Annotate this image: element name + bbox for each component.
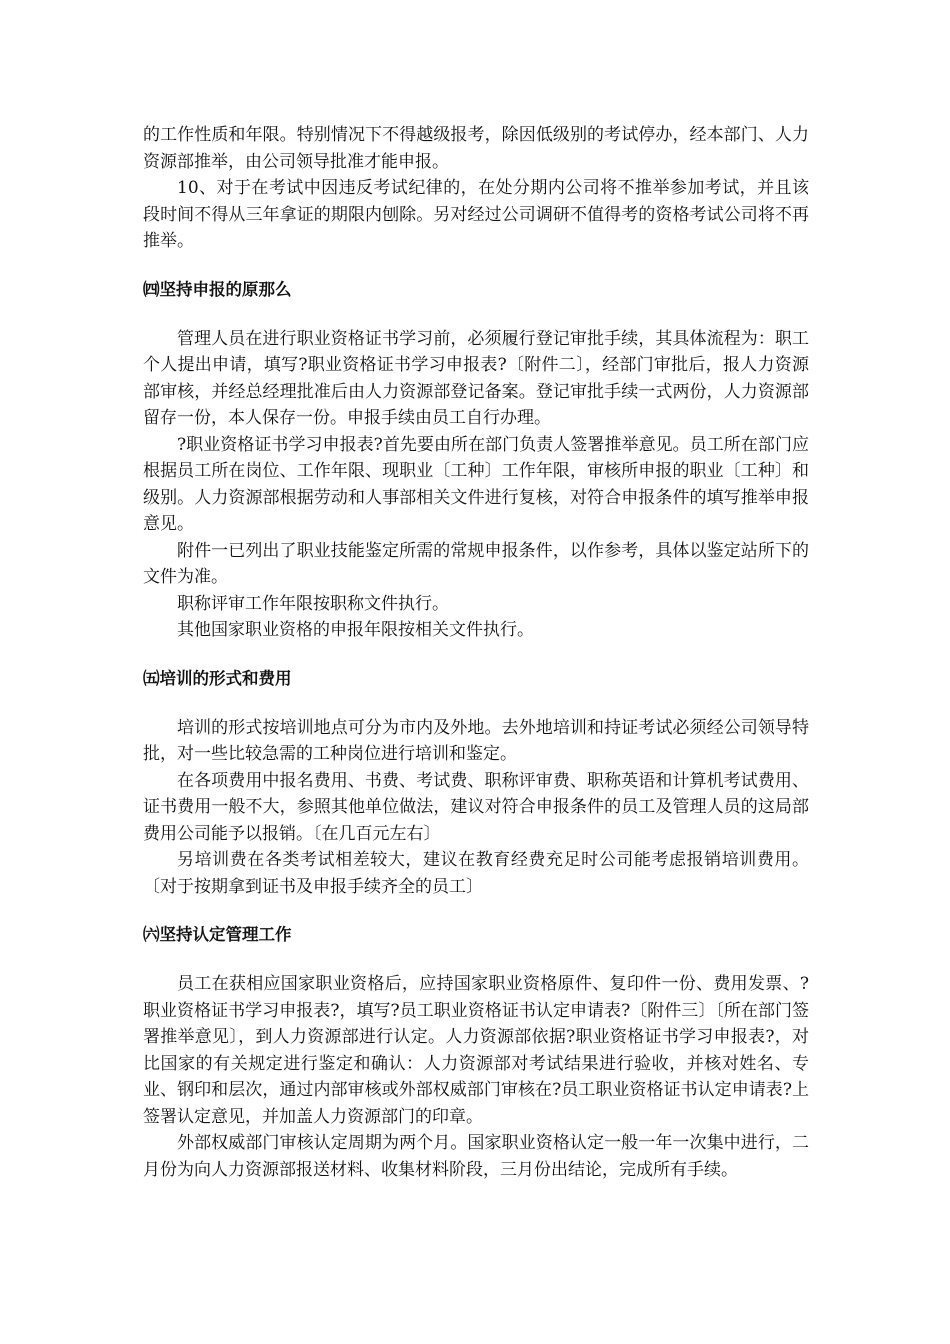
paragraph: 另培训费在各类考试相差较大，建议在教育经费充足时公司能考虑报销培训费用。〔对于按期拿到证书及申报手续齐全的员工〕 xyxy=(143,850,809,897)
paragraph: 职称评审工作年限按职称文件执行。 xyxy=(177,593,449,614)
paragraph: ?职业资格证书学习申报表?首先要由所在部门负责人签署推举意见。员工所在部门应根据员工所在岗位、工作年限、现职业〔工种〕工作年限，审核所申报的职业〔工种〕和级别。人力资源部根据劳动和人事部相关文件进行复核，对符合申报条件的填写推举申报意见。 xyxy=(143,434,809,534)
paragraph: 在各项费用中报名费用、书费、考试费、职称评审费、职称英语和计算机考试费用、证书费用一般不大，参照其他单位做法，建议对符合申报条件的员工及管理人员的这局部费用公司能予以报销。〔在几百元左右〕 xyxy=(143,770,809,844)
section-heading: ㈤培训的形式和费用 xyxy=(143,668,292,688)
paragraph: 10、对于在考试中因违反考试纪律的，在处分期内公司将不推举参加考试，并且该段时间不得从三年拿证的期限内刨除。另对经过公司调研不值得考的资格考试公司将不再推举。 xyxy=(143,178,809,251)
paragraph: 附件一已列出了职业技能鉴定所需的常规申报条件，以作参考，具体以鉴定站所下的文件为准。 xyxy=(143,540,809,587)
section-heading: ㈣坚持申报的原那么 xyxy=(143,279,292,299)
paragraph: 其他国家职业资格的申报年限按相关文件执行。 xyxy=(177,620,534,640)
document-page xyxy=(143,122,809,1183)
section-heading: ㈥坚持认定管理工作 xyxy=(143,925,292,944)
paragraph: 员工在获相应国家职业资格后，应持国家职业资格原件、复印件一份、费用发票、?职业资格证书学习申报表?，填写?员工职业资格证书认定申请表?〔附件三〕〔所在部门签署推举意见〕，到人力资源部进行认定。人力资源部依据?职业资格证书学习申报表?，对比国家的有关规定进行鉴定和确认：人力资源部对考试结果进行验收，并核对姓名、专业、钢印和层次，通过内部审核或外部权威部门审核在?员工职业资格证书认定申请表?上签署认定意见，并加盖人力资源部门的印章。 xyxy=(143,974,809,1127)
paragraph: 的工作性质和年限。特别情况下不得越级报考，除因低级别的考试停办，经本部门、人力资源部推举，由公司领导批准才能申报。 xyxy=(143,125,809,172)
paragraph: 管理人员在进行职业资格证书学习前，必须履行登记审批手续，其具体流程为：职工个人提出申请，填写?职业资格证书学习申报表?〔附件二〕，经部门审批后，报人力资源部审核，并经总经理批准后由人力资源部登记备案。登记审批手续一式两份，人力资源部留存一份，本人保存一份。申报手续由员工自行办理。 xyxy=(143,328,809,428)
paragraph: 培训的形式按培训地点可分为市内及外地。去外地培训和持证考试必须经公司领导特批，对一些比较急需的工种岗位进行培训和鉴定。 xyxy=(143,717,809,764)
paragraph: 外部权威部门审核认定周期为两个月。国家职业资格认定一般一年一次集中进行，二月份为向人力资源部报送材料、收集材料阶段，三月份出结论，完成所有手续。 xyxy=(143,1133,809,1180)
